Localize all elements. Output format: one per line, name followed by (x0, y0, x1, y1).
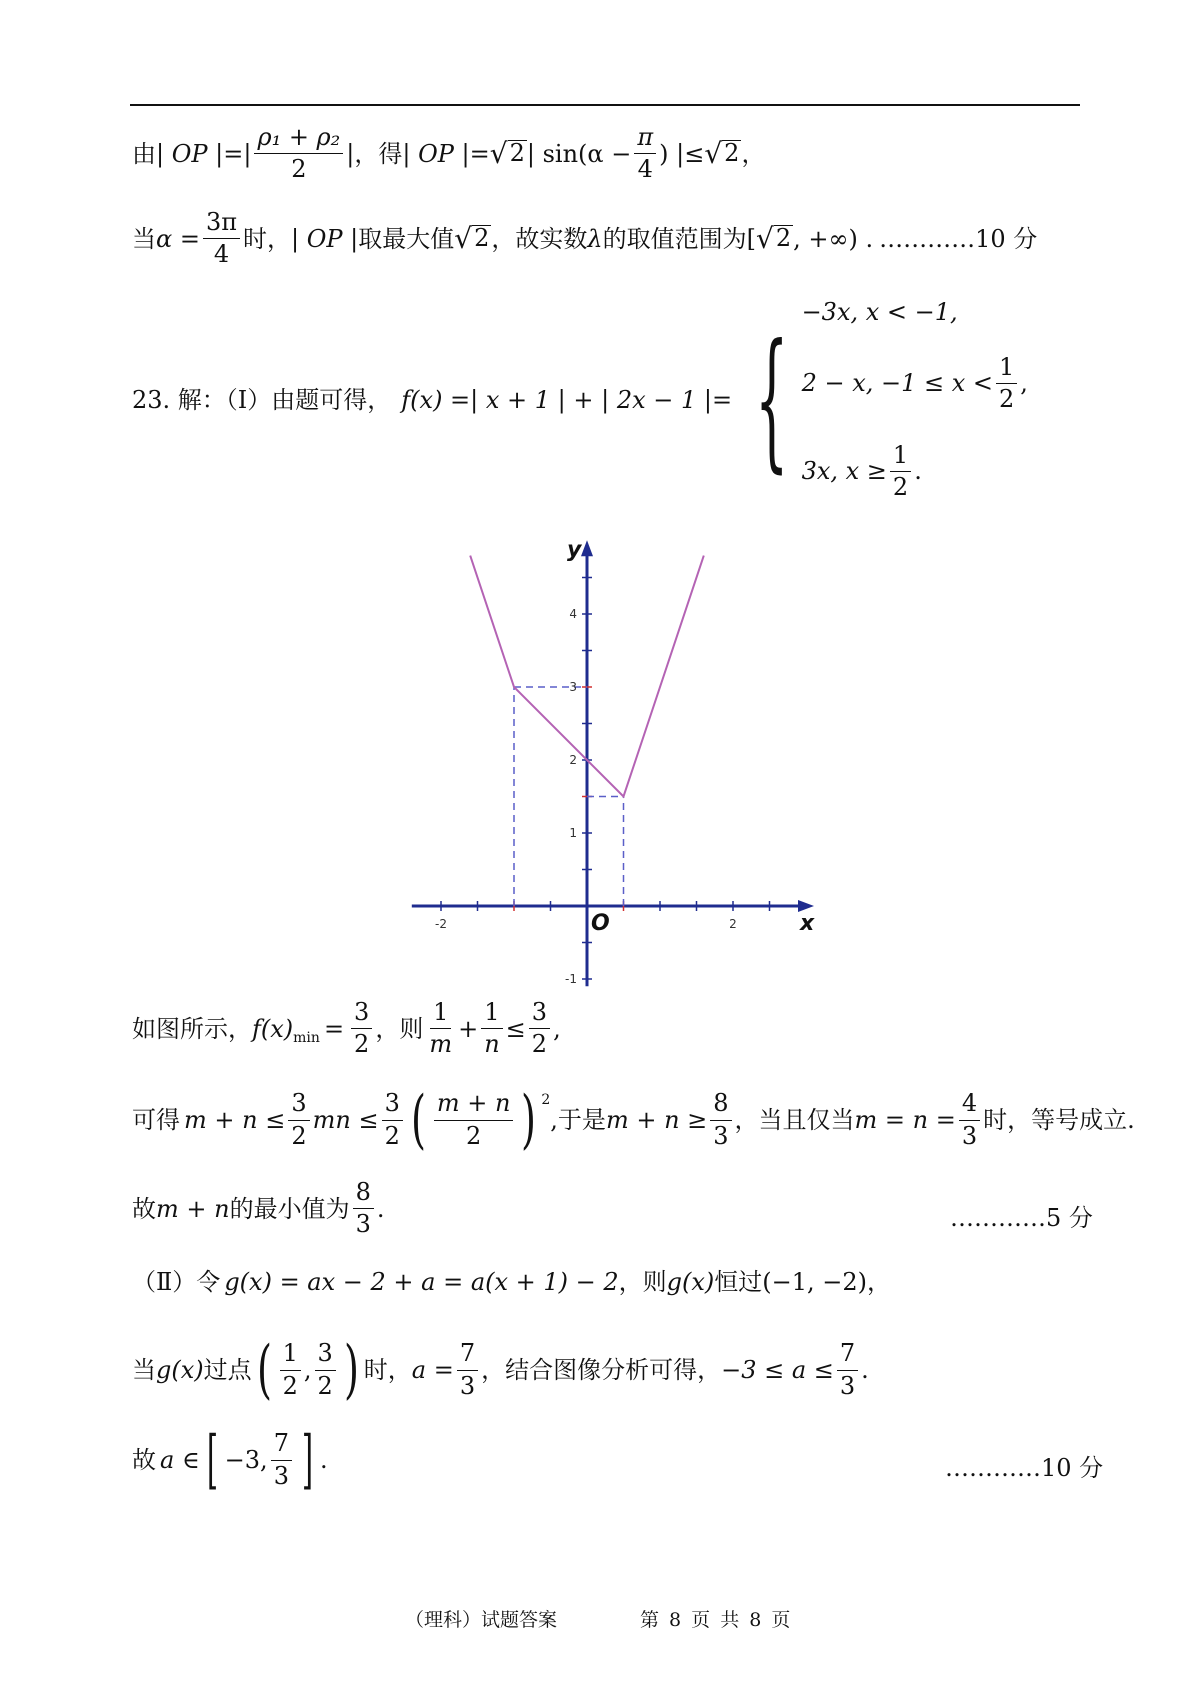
point-line: 当 g(x) 过点 ( $\frac{1}{2}$ , $\frac{3}{2}$ ) 时， a = $\frac{7}{3}$ ，结合图像分析可得， −3 ≤ a ≤ $\frac{7}{3}$ . (132, 1333, 869, 1407)
fraction: $\frac{\text{ρ₁ + ρ₂}}{2}$ (254, 125, 343, 182)
min-value-line: 如图所示， f(x) $_{min}$ = $\frac{3}{2}$ ，则 $\frac{1}{m}$ + $\frac{1}{n}$ ≤ $\frac{3}{2}$ , (132, 998, 561, 1059)
conclusion-line-1: 故 m + n 的最小值为 $\frac{8}{3}$ . (132, 1178, 385, 1239)
y-tick-label: 2 (569, 753, 577, 767)
sqrt: √ 2 (454, 221, 490, 255)
case-1: −3x, x < −1, (801, 298, 958, 326)
sqrt: √ 2 (704, 136, 740, 170)
score: …………10 分 (879, 224, 1038, 253)
y-arrow (581, 540, 593, 556)
math: | sin(α − (526, 139, 632, 168)
function-graph (400, 522, 815, 986)
piecewise-definition (132, 290, 1028, 510)
math: | OP |= (402, 139, 490, 168)
y-tick-label: -1 (565, 972, 577, 986)
fraction: $\frac{\pi}{4}$ (634, 125, 656, 182)
case-2: 2 − x, −1 ≤ x < $\frac{1}{2}$ , (801, 352, 1028, 413)
sqrt: √ 2 (489, 136, 525, 170)
fraction: $\frac{3\pi}{4}$ (203, 210, 240, 267)
x-tick-label: -2 (435, 917, 447, 931)
score: …………5 分 (950, 1204, 1093, 1232)
question-label: 23. 解：（Ⅰ）由题可得， (132, 386, 392, 414)
header-rule (130, 104, 1080, 106)
sqrt: √ 2 (755, 221, 792, 255)
max-value-line: 当 α = $\frac{3\pi}{4}$ 时， | OP | 取最大值 √ 2 ，故实数 λ 的取值范围为 [ √ 2 , +∞) . …………10 分 (132, 208, 1038, 269)
score: …………10 分 (945, 1454, 1104, 1482)
text: |，得 (346, 139, 403, 168)
part-two-line: （Ⅱ）令 g(x) = ax − 2 + a = a(x + 1) − 2 ，则 g(x) 恒过 (−1, −2) ， (132, 1268, 892, 1296)
y-tick-label: 3 (569, 680, 577, 694)
y-axis-label: y (567, 537, 582, 563)
page-number: 第 8 页 共 8 页 (640, 1609, 791, 1631)
conclusion-line-2: 故 a ∈ [ −3, $\frac{7}{3}$ ] . (132, 1423, 328, 1497)
x-axis-label: x (800, 911, 815, 936)
math: f(x) =| x + 1 | + | 2x − 1 |= (401, 386, 733, 414)
math: ) |≤ (659, 139, 705, 168)
y-tick-label: 1 (569, 826, 577, 840)
cases (802, 300, 1028, 500)
brace: { (755, 313, 789, 487)
footer-subject: （理科）试题答案 (405, 1609, 558, 1631)
text: 由 (132, 139, 156, 168)
equation-op-line: 由 | OP |=| $\frac{\text{ρ₁ + ρ₂}}{2}$ |，得 | OP |= √ 2 | sin(α − $\frac{\pi}{4}$ ) |≤ √ 2 ， (132, 123, 766, 184)
y-tick-label: 4 (569, 607, 577, 621)
x-tick-label: 2 (729, 917, 737, 931)
case-3: 3x, x ≥ $\frac{1}{2}$ . (801, 440, 922, 501)
math: | OP |=| (156, 139, 252, 168)
origin-label: O (591, 911, 610, 936)
inequality-line: 可得 m + n ≤ $\frac{3}{2}$ mn ≤ $\frac{3}{2}$ ( $\frac{m + n}{2}$ ) $^2$ ,于是 m + n ≥ $\frac{8}{3}$ ，当且仅当 m = n = $\frac{4}{3}$ 时，等号成立. (132, 1083, 1135, 1157)
